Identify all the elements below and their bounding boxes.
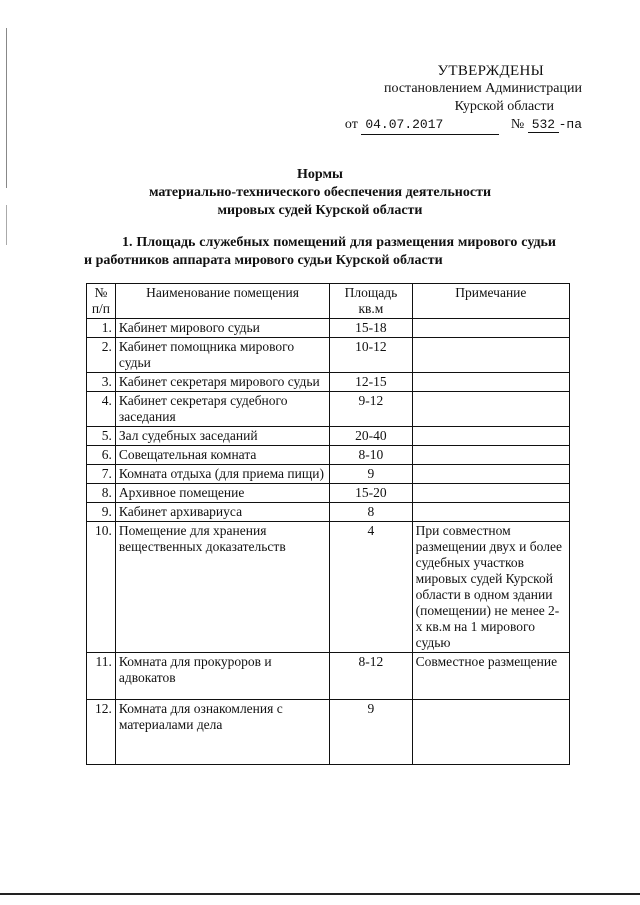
- header-num: № п/п: [87, 284, 116, 319]
- row-num: 9.: [87, 503, 116, 522]
- table-row: [87, 338, 570, 373]
- approval-date: 04.07.2017: [361, 116, 499, 135]
- row-num: 6.: [87, 446, 116, 465]
- row-num: 2.: [87, 338, 116, 373]
- header-area: Площадь кв.м: [330, 284, 412, 319]
- row-note: [412, 392, 569, 427]
- table-row: [87, 700, 570, 765]
- header-note: Примечание: [412, 284, 569, 319]
- approval-number: 532: [528, 117, 559, 133]
- approval-number-label: №: [510, 117, 525, 132]
- row-name: Кабинет секретаря мирового судьи: [115, 373, 329, 392]
- approval-from-label: от: [344, 117, 358, 132]
- document-title-line-1: Нормы: [297, 167, 343, 182]
- scan-margin-mark: [6, 28, 7, 188]
- row-area: 9: [330, 700, 412, 765]
- row-note: [412, 446, 569, 465]
- row-note: [412, 338, 569, 373]
- approval-line-1: постановлением Администрации: [384, 81, 582, 96]
- document-title-line-3: мировых судей Курской области: [217, 203, 423, 218]
- row-name: Кабинет секретаря судебного заседания: [115, 392, 329, 427]
- row-area: 9-12: [330, 392, 412, 427]
- row-name: Совещательная комната: [115, 446, 329, 465]
- approval-date-row: [345, 116, 582, 135]
- row-area: 15-20: [330, 484, 412, 503]
- table-row: [87, 465, 570, 484]
- row-num: 4.: [87, 392, 116, 427]
- row-name: Помещение для хранения вещественных доказательств: [115, 522, 329, 653]
- row-num: 8.: [87, 484, 116, 503]
- section-heading: 1. Площадь служебных помещений для размещения мирового судьи и работников аппарата мирового судьи Курской области: [84, 235, 556, 268]
- row-note: [412, 427, 569, 446]
- scan-bottom-edge: [0, 893, 640, 895]
- row-area: 20-40: [330, 427, 412, 446]
- row-area: 10-12: [330, 338, 412, 373]
- row-name: Комната отдыха (для приема пищи): [115, 465, 329, 484]
- row-name: Кабинет помощника мирового судьи: [115, 338, 329, 373]
- row-num: 10.: [87, 522, 116, 653]
- row-num: 11.: [87, 653, 116, 700]
- table-row: [87, 373, 570, 392]
- row-area: 12-15: [330, 373, 412, 392]
- table-row: [87, 653, 570, 700]
- table-row: [87, 503, 570, 522]
- row-note: При совместном размещении двух и более судебных участков мировых судей Курской области в одном здании (помещении) не менее 2-х кв.м на 1 мирового судью: [412, 522, 569, 653]
- table-row: [87, 427, 570, 446]
- row-name: Архивное помещение: [115, 484, 329, 503]
- row-area: 8-12: [330, 653, 412, 700]
- header-name: Наименование помещения: [115, 284, 329, 319]
- approval-number-suffix: -па: [558, 117, 582, 132]
- row-note: [412, 484, 569, 503]
- table-row: [87, 319, 570, 338]
- approval-block: [345, 62, 582, 135]
- table-row: [87, 484, 570, 503]
- approval-line-2: Курской области: [454, 99, 554, 114]
- row-num: 3.: [87, 373, 116, 392]
- row-area: 9: [330, 465, 412, 484]
- document-title: [0, 166, 640, 220]
- row-note: [412, 465, 569, 484]
- row-note: Совместное размещение: [412, 653, 569, 700]
- row-name: Комната для ознакомления с материалами дела: [115, 700, 329, 765]
- row-num: 5.: [87, 427, 116, 446]
- row-area: 8-10: [330, 446, 412, 465]
- row-num: 7.: [87, 465, 116, 484]
- row-area: 8: [330, 503, 412, 522]
- table-header-row: [87, 284, 570, 319]
- table-row: [87, 446, 570, 465]
- row-area: 4: [330, 522, 412, 653]
- row-area: 15-18: [330, 319, 412, 338]
- row-note: [412, 700, 569, 765]
- row-name: Кабинет архивариуса: [115, 503, 329, 522]
- table-row: [87, 522, 570, 653]
- row-name: Зал судебных заседаний: [115, 427, 329, 446]
- row-note: [412, 503, 569, 522]
- table-row: [87, 392, 570, 427]
- premises-table: [86, 283, 570, 765]
- row-name: Комната для прокуроров и адвокатов: [115, 653, 329, 700]
- row-num: 12.: [87, 700, 116, 765]
- document-title-line-2: материально-технического обеспечения деятельности: [148, 185, 492, 200]
- row-name: Кабинет мирового судьи: [115, 319, 329, 338]
- row-note: [412, 319, 569, 338]
- row-note: [412, 373, 569, 392]
- row-num: 1.: [87, 319, 116, 338]
- approval-title: УТВЕРЖДЕНЫ: [437, 63, 544, 79]
